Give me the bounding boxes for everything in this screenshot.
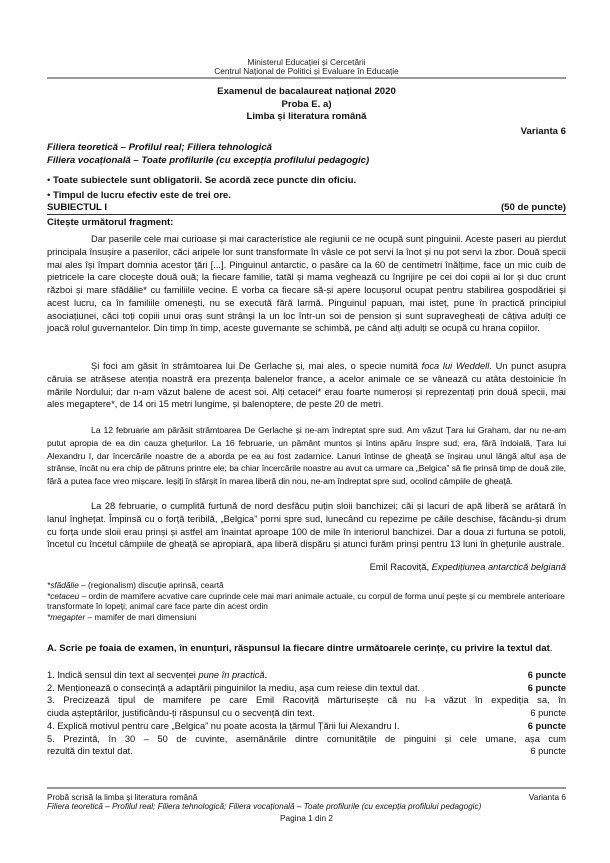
source-citation (370, 562, 566, 572)
paragraph-text: Dar paserile cele mai curioase și mai caracteristice ale regiunii ce ne ocupă sunt pinguinii. Aceste paseri au pierdut principala însușire a paserilor, căci aripele lor sunt transformate în vâsle ce pot servi la înot și nu pot servi la zbor. Două specii mai ales își împart domnia acestor țări [...]. Pinguinul antarctic, o pasăre ca la 60 de centimetri înălțime, face un mic cuib de pietricele la care clocește două ouă; la fiecare familie, tatăl și mama veghează cu îngrijire pe cei doi copii ai lor și duc crunt război și mare sfădălie* cu familiile vecine. E vorba ca fiecare să-și apere locușorul ocupat pentru stabilirea gospodăriei și acest lucru, ca în familiile omenești, nu se execută fără larmă. Pinguinul papuan, mai isteț, pune în practică principiul asociațiunei, căci toți copiii unui oraș sunt strânși la un loc într-un soi de pension și sunt supravegheați de câțiva adulți ce joacă rolul guvernantelor. Din timp în timp, aceste guvernante se schimbă, pe când alți adulți se ocupă cu hrana copiilor. (47, 234, 566, 334)
question-text: 2. Menționează o consecință a adaptării pinguinilor la mediu, așa cum reiese din textul dat. (47, 682, 421, 693)
glossary-term: *sfădălie (47, 580, 79, 590)
question-text: 3. Precizează tipul de mamifere pe care Emil Racoviță mărturisește că nu l-a văzut în expediția sa, în (47, 695, 566, 706)
paragraph-text: La 28 februarie, o cumplită furtună de nord desfăcu puțin sloii banchizei; căi și lacuri de apă liberă se arătară în lanul înghețat. Împinsă cu o forță teribilă, „Belgica” porni spre sud, lunecând cu repezime pe căile deschise, făcându-și drum cu forța unde sloii erau prinși și astfel am înaintat aproape 100 de mile în interiorul banchizei. Dar a doua zi furtuna se potoli, încetul cu încetul câmpiile de gheață se apropiară, apa liberă dispăru și atunci furăm prinși pentru 13 luni în ghețurile australe. (47, 501, 566, 550)
question-text (47, 669, 267, 682)
rule-item: • Timpul de lucru efectiv este de trei ore. (47, 189, 356, 204)
question-5 (47, 733, 566, 758)
glossary-notes (47, 580, 566, 622)
text-run: 1. Indică sensul din text al secvenței (47, 670, 199, 680)
exam-rules (47, 174, 356, 203)
fragment-paragraph-2 (47, 360, 566, 411)
glossary-item (47, 580, 566, 591)
glossary-def: – ordin de mamifere acvative care cuprinde cele mai mari animale actuale, cu corpul de forma unui pește și cu membrele anterioare transformate în lopeți; animal care face parte din acest ordin (47, 590, 565, 612)
question-points: 6 puncte (527, 682, 566, 693)
glossary-term: *megapter (47, 611, 86, 622)
subject-heading (47, 202, 566, 215)
page-number: Pagina 1 din 2 (279, 813, 334, 823)
filiera-line-1: Filiera teoretică – Profilul real; Filiera tehnologică (47, 142, 272, 153)
species-name: foca lui Weddell (421, 361, 490, 371)
fragment-paragraph-4 (47, 500, 566, 551)
exam-name: Examenul de bacalaureat național 2020 (217, 86, 396, 97)
text-run: Și foci am găsit în strâmtoarea lui De Gerlache și, mai ales, o specie numită (91, 361, 422, 371)
quoted-sequence: pune în practică (198, 670, 265, 680)
work-title: Expedițiunea antarctică belgiană (431, 562, 566, 572)
rule-item: • Toate subiectele sunt obligatorii. Se acordă zece puncte din oficiu. (47, 174, 356, 189)
footer-exam-name: Probă scrisă la limba și literatura română (47, 792, 198, 802)
institution-header (47, 58, 566, 77)
footer-filiera: Filiera teoretică – Profilul real; Filiera tehnologică; Filiera vocațională – Toate profilurile (cu excepția profilului pedagogic) (47, 802, 482, 811)
fragment-paragraph-3 (47, 424, 566, 488)
paragraph-text (47, 360, 566, 411)
glossary-def: – mamifer de mari dimensiuni (85, 611, 197, 622)
paragraph-text: La 12 februarie am părăsit strâmtoarea De Gerlache și ne-am îndreptat spre sud. Am văzut Țara lui Graham, dar nu ne-am putut apropia de ea din cauza ghețurilor. La 16 februarie, un pământ muntos și întins apăru înspre sud; era, fără îndoială, Țara lui Alexandru I, dar încercările noastre de a aborda pe ea au fost zadarnice. Lanuri întinse de gheață se înșirau unul lângă altul așa de strânse, încât nu era chip de pătruns printre ele; ba chiar încercările noastre au avut ca urmare ca „Belgica” să fie prinsă timp de două zile, fără a putea face vreo mișcare. Ieșiți în sfârșit în marea liberă din nou, ne-am îndreptat spre sud, ocolind câmpiile de gheață. (47, 425, 566, 486)
exam-proba: Proba E. a) (281, 98, 332, 110)
subject-points: (50 de puncte) (500, 202, 566, 213)
question-list (47, 669, 566, 758)
fragment-paragraph-1 (47, 233, 566, 335)
section-a-heading (47, 643, 566, 656)
question-4 (47, 720, 566, 733)
footer-divider (47, 787, 566, 789)
question-text: 5. Prezintă, în 30 – 50 de cuvinte, asemănările dintre comunitățile de pinguini și cele umane, așa cum (47, 733, 566, 744)
question-points: 6 puncte (530, 746, 566, 757)
question-text: rezultă din textul dat. (47, 746, 133, 757)
text-run: . Un punct asupra căruia se atrăsese atenția noastră era prezența balenelor france, a acelor animale ce se vânează cu atâta destoinicie în mările Nordului; dar n-am văzut balene de acest soi. Alți cetacei* erau foarte numeroși și reprezentați prin două specii, mai ales megaptere*, de 14 ori 15 metri lungime, și balenoptere, de peste 20 de metri. (47, 361, 566, 410)
footer-variant: Varianta 6 (528, 792, 566, 802)
subject-label: SUBIECTUL I (47, 202, 108, 213)
header-divider (47, 77, 566, 79)
question-points: 6 puncte (527, 670, 566, 680)
glossary-item (47, 612, 566, 623)
question-text: ciuda așteptărilor, justificându-ți răspunsul cu o secvență din text. (47, 708, 315, 719)
center-name: Centrul Național de Politici și Evaluare în Educație (214, 66, 399, 77)
footer-line-1 (47, 792, 566, 802)
question-2 (47, 682, 566, 695)
author-name: Emil Racoviță, (369, 562, 432, 572)
text-run: . (264, 670, 268, 680)
ministry-name: Ministerul Educației și Cercetării (247, 57, 366, 67)
question-1 (47, 669, 566, 682)
question-points: 6 puncte (530, 708, 566, 719)
question-points: 6 puncte (527, 720, 566, 731)
filiera-info (47, 142, 369, 167)
question-text: 4. Explică motivul pentru care „Belgica” nu poate acosta la țărmul Țării lui Alexandru I. (47, 720, 400, 731)
glossary-def: – (regionalism) discuție aprinsă, ceartă (78, 580, 224, 590)
filiera-line-2: Filiera vocațională – Toate profilurile (cu excepția profilului pedagogic) (47, 154, 370, 166)
glossary-item (47, 591, 566, 612)
glossary-term: *cetaceu (47, 590, 80, 601)
section-a-instruction: A. Scrie pe foaia de examen, în enunțuri, răspunsul la fiecare dintre următoarele cerințe, cu privire la textul dat (47, 643, 550, 654)
exam-subject: Limba și literatura română (246, 111, 367, 123)
reading-instruction: Citește următorul fragment: (47, 217, 174, 228)
variant-label: Varianta 6 (520, 126, 566, 137)
exam-title (47, 86, 566, 124)
punctuation: . (549, 643, 553, 654)
question-3 (47, 694, 566, 719)
